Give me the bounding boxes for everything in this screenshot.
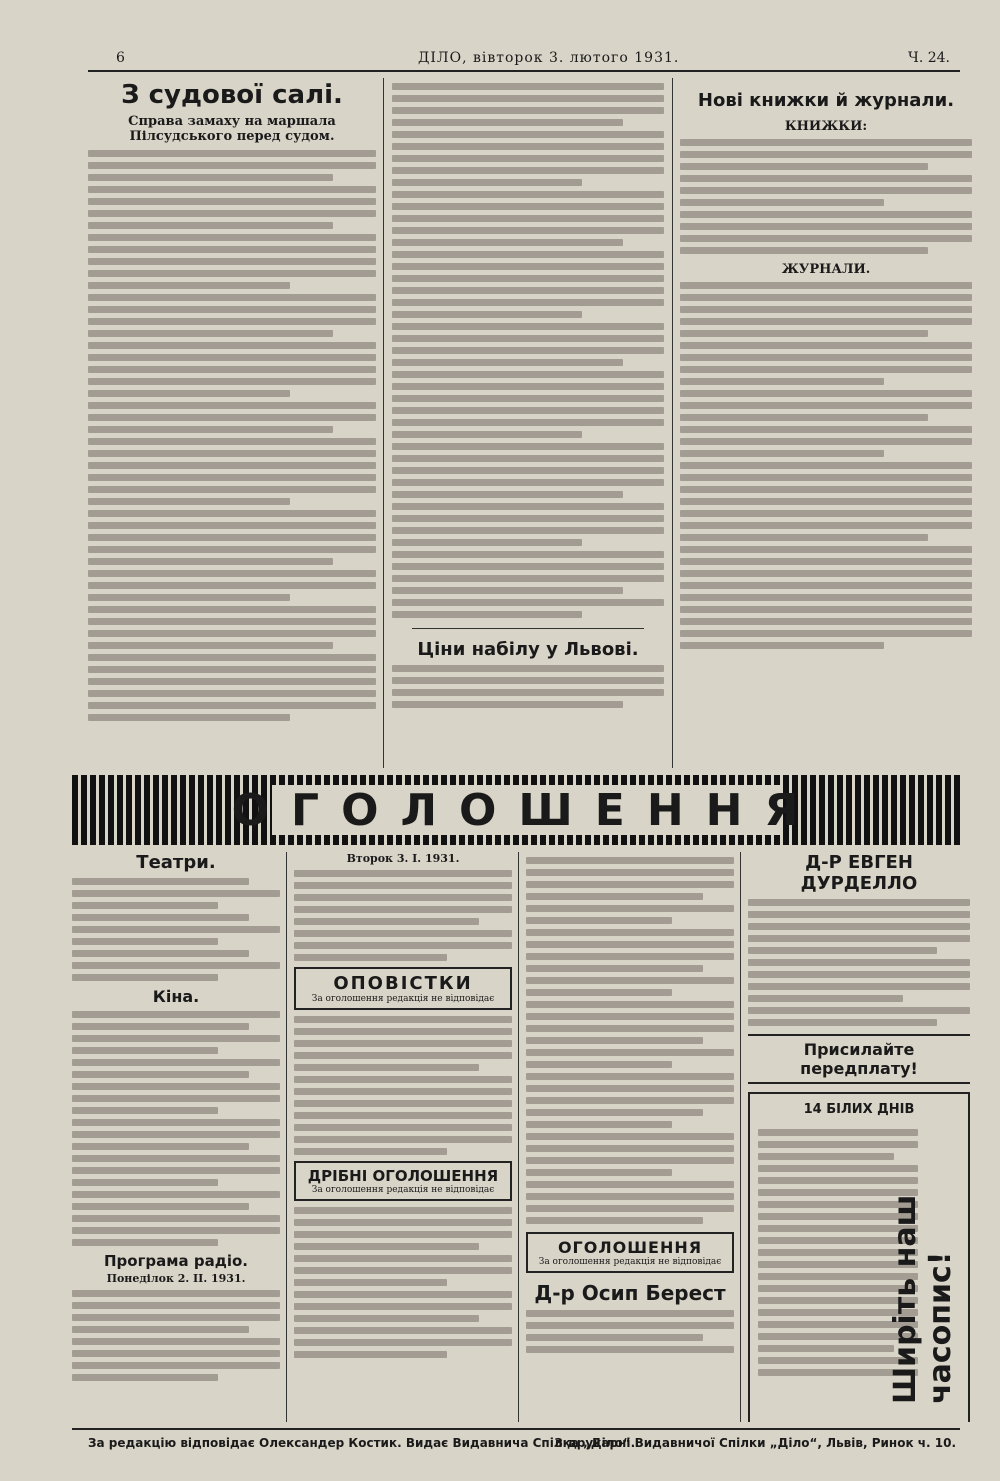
radio-date: Понеділок 2. II. 1931. [106, 1272, 246, 1285]
theatres-title: Театри. [136, 852, 216, 873]
notices-title: ОПОВІСТКИ [333, 973, 473, 994]
kino-title: Кіна. [152, 987, 200, 1006]
berest-text-placeholder [526, 1310, 734, 1353]
theatres-column [72, 852, 280, 1422]
white-days-label: 14 БІЛИХ ДНІВ [803, 1102, 915, 1117]
column-rule [740, 852, 741, 1422]
prices-title: Ціни набілу у Львові. [417, 639, 639, 660]
small-ads-list-placeholder [294, 1207, 512, 1358]
footer-right: З друкарні Видавничої Спілки „Діло“, Львів, Ринок ч. 10. [554, 1436, 956, 1450]
books-heading: КНИЖКИ: [784, 119, 868, 134]
footer-rule [72, 1428, 960, 1430]
books-list-placeholder [680, 139, 972, 254]
continued-text-placeholder [392, 83, 664, 618]
column-rule [672, 78, 673, 768]
shop-ad-box [748, 1092, 970, 1422]
court-column [88, 78, 376, 768]
column-rule [518, 852, 519, 1422]
court-title: З судової салі. [121, 80, 343, 110]
small-ads-box [294, 1161, 512, 1201]
books-title: Нові книжки й журнали. [697, 90, 955, 111]
ads-banner [72, 775, 960, 845]
ogol-note: За оголошення редакція не відповідає [538, 1257, 722, 1267]
radio2-list-placeholder [294, 870, 512, 961]
middle-column [392, 78, 664, 768]
kino-list-placeholder [72, 1011, 280, 1246]
notices-column [294, 852, 512, 1422]
journals-heading: ЖУРНАЛИ. [781, 262, 871, 277]
ads-column [526, 852, 734, 1422]
notices-box [294, 967, 512, 1010]
masthead: ДІЛО, вівторок 3. лютого 1931. [418, 50, 680, 66]
ads-banner-label: ОГОЛОШЕННЯ [231, 784, 821, 836]
ads-list-placeholder [526, 857, 734, 1224]
durdello-text-placeholder [748, 899, 970, 1026]
ogol-box [526, 1232, 734, 1273]
books-column [680, 78, 972, 768]
issue-number: Ч. 24. [908, 50, 950, 66]
notices-list-placeholder [294, 1016, 512, 1155]
court-body-placeholder [88, 150, 376, 721]
footer-left: За редакцію відповідає Олександер Костик. Видає Видавнича Спілка „Діло“. [88, 1436, 636, 1450]
right-ads-column [748, 852, 970, 1422]
ogol-title: ОГОЛОШЕННЯ [557, 1238, 703, 1257]
page-header [88, 44, 960, 72]
small-ads-title: ДРІБНІ ОГОЛОШЕННЯ [307, 1167, 499, 1185]
doctor-durdello: Д-Р ЕВГЕН ДУРДЕЛЛО [800, 852, 918, 894]
radio-title: Програма радіо. [103, 1252, 249, 1270]
journals-list-placeholder [680, 282, 972, 649]
radio-date-2: Второк 3. I. 1931. [346, 852, 460, 865]
doctor-berest: Д-р Осип Берест [534, 1281, 726, 1305]
column-rule [286, 852, 287, 1422]
spread-vertical: Ширіть наш часопис! [888, 1194, 958, 1404]
column-rule [383, 78, 384, 768]
radio-list-placeholder [72, 1290, 280, 1381]
small-ads-note: За оголошення редакція не відповідає [311, 1185, 495, 1195]
notices-note: За оголошення редакція не відповідає [311, 994, 495, 1004]
page-number: 6 [116, 50, 125, 66]
theatres-list-placeholder [72, 878, 280, 981]
subscribe-label: Присилайте передплату! [748, 1034, 970, 1084]
prices-body-placeholder [392, 665, 664, 708]
court-subtitle: Справа замаху на маршала Пілсудського перед судом. [128, 114, 336, 144]
